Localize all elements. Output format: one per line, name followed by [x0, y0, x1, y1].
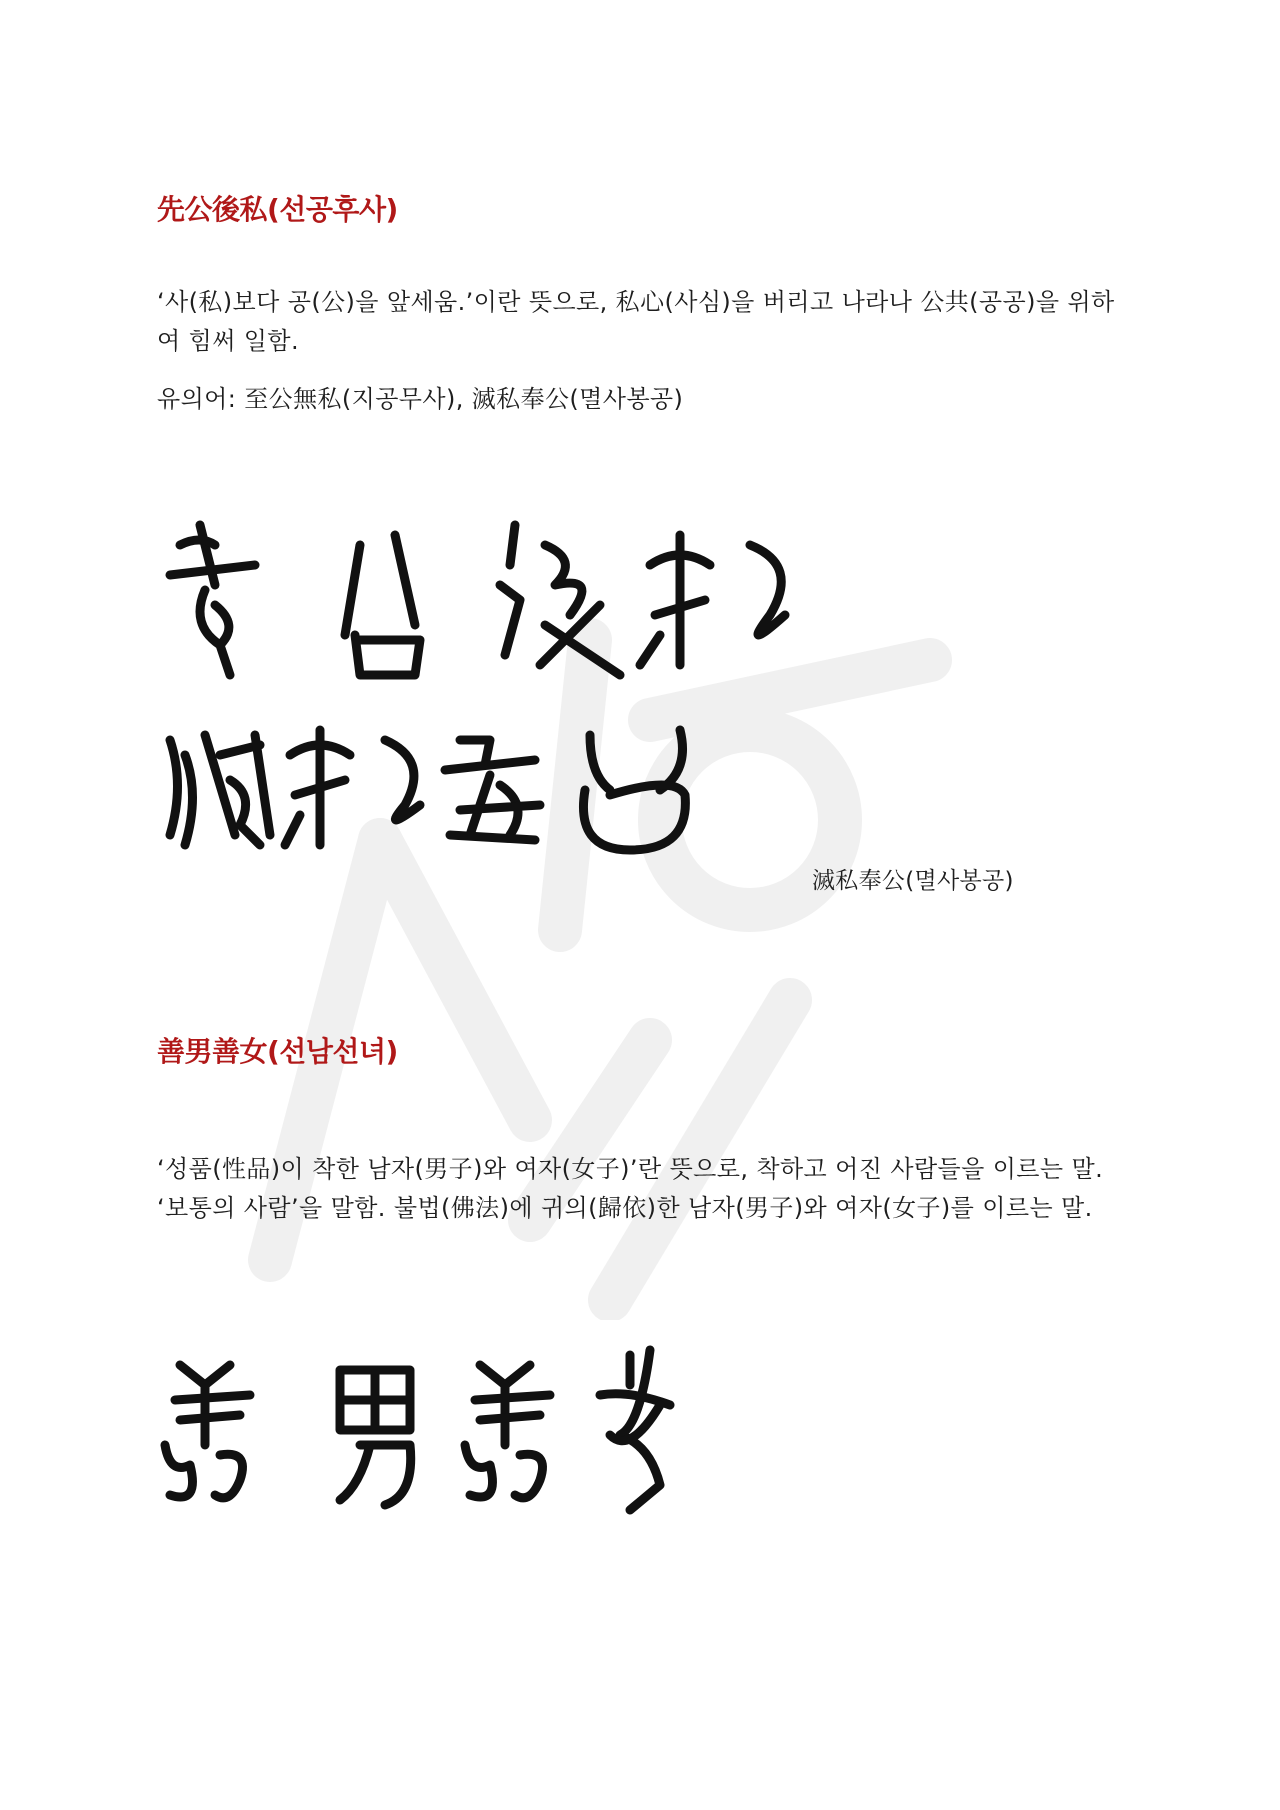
seal-glyph-2-4: [583, 730, 685, 850]
seal-glyph-1-2: [345, 535, 420, 675]
seal-glyph-1-4: [640, 535, 785, 665]
image-caption-1: 滅私奉公(멸사봉공): [812, 868, 1014, 894]
seal-glyph-1-3: [500, 525, 620, 675]
seal-glyph-3-2: [340, 1370, 411, 1505]
seal-glyph-3-3: [465, 1365, 550, 1498]
seal-glyph-1-1: [170, 525, 255, 675]
entry-title-1: 先公後私(선공후사): [157, 193, 398, 226]
seal-glyph-2-1: [170, 735, 270, 845]
entry-definition-1: ‘사(私)보다 공(公)을 앞세움.’이란 뜻으로, 私心(사심)을 버리고 나라나 公共(공공)을 위하여 힘써 일함.: [157, 288, 1115, 355]
seal-script-image-1: [160, 505, 800, 885]
seal-glyph-3-4: [600, 1350, 670, 1510]
entry-synonyms-1: 유의어: 至公無私(지공무사), 滅私奉公(멸사봉공): [157, 385, 684, 413]
seal-glyph-3-1: [165, 1365, 250, 1498]
entry-definition-2: ‘성품(性品)이 착한 남자(男子)와 여자(女子)’란 뜻으로, 착하고 어진 사람들을 이르는 말. ‘보통의 사람’을 말함. 불법(佛法)에 귀의(歸依)한 남자(男子)와 여자(女子)를 이르는 말.: [157, 1155, 1104, 1222]
entry-title-2: 善男善女(선남선녀): [157, 1035, 398, 1068]
seal-glyph-2-2: [285, 730, 420, 845]
seal-glyph-2-3: [445, 740, 540, 840]
seal-script-image-2: [160, 1345, 720, 1525]
